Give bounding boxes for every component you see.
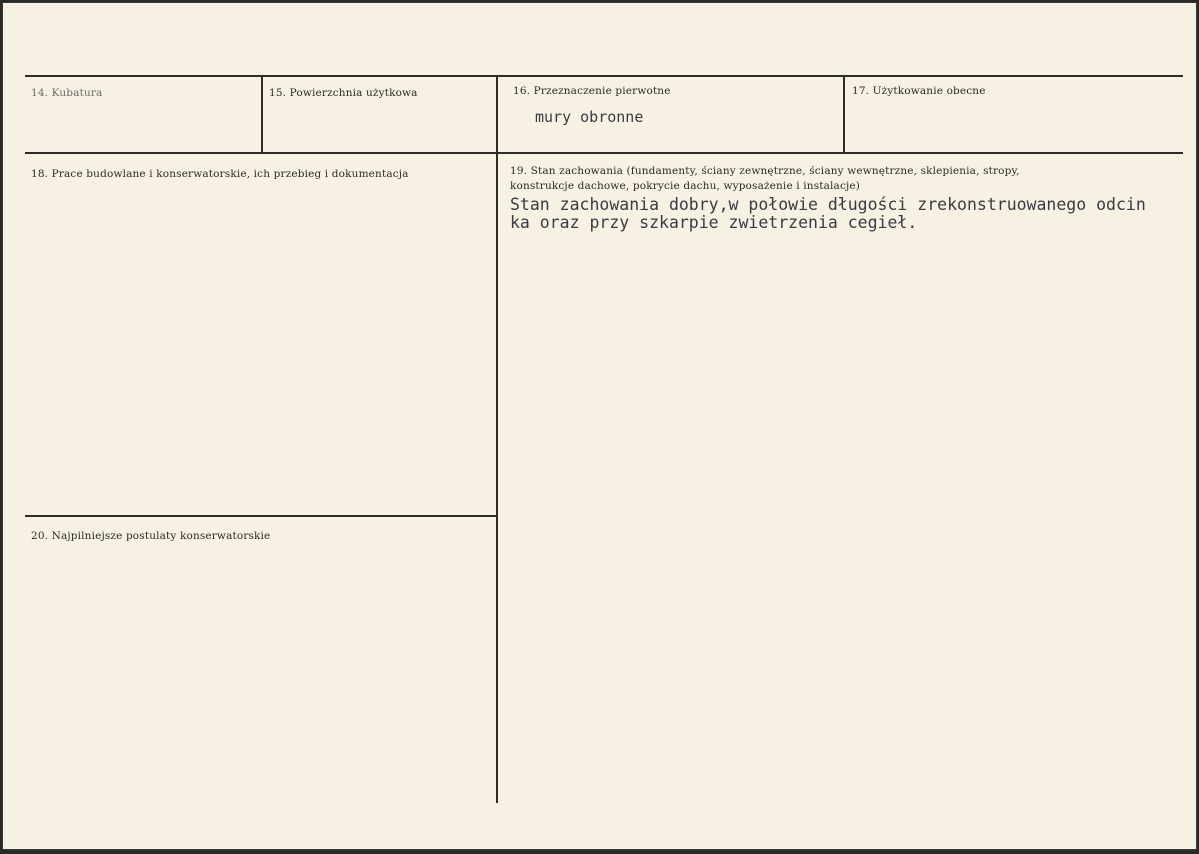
field-17-label: 17. Użytkowanie obecne [852,85,986,97]
record-card [2,2,1197,850]
field-19-label-line2: konstrukcje dachowe, pokrycie dachu, wyposażenie i instalacje) [510,180,860,192]
field-15-label: 15. Powierzchnia użytkowa [269,87,418,99]
main-column-divider [496,77,498,803]
field-16-value: mury obronne [535,108,644,126]
field-14-label: 14. Kubatura [31,87,103,99]
section18-bottom-rule [25,515,497,517]
top-rule [25,75,1183,77]
field-18-label: 18. Prace budowlane i konserwatorskie, ich przebieg i dokumentacja [31,168,409,180]
field-19-value-line1: Stan zachowania dobry,w połowie długości zrekonstruowanego odcin [510,195,1146,214]
field-19-value-line2: ka oraz przy szkarpie zwietrzenia cegieł. [510,213,918,232]
field-19-label-line1: 19. Stan zachowania (fundamenty, ściany zewnętrzne, ściany wewnętrzne, sklepienia, stropy, [510,165,1020,177]
field-20-label: 20. Najpilniejsze postulaty konserwatorskie [31,530,271,542]
field-16-label: 16. Przeznaczenie pierwotne [513,85,671,97]
divider-16-17 [843,77,845,152]
divider-14-15 [261,77,263,152]
row1-bottom-rule [25,152,1183,154]
